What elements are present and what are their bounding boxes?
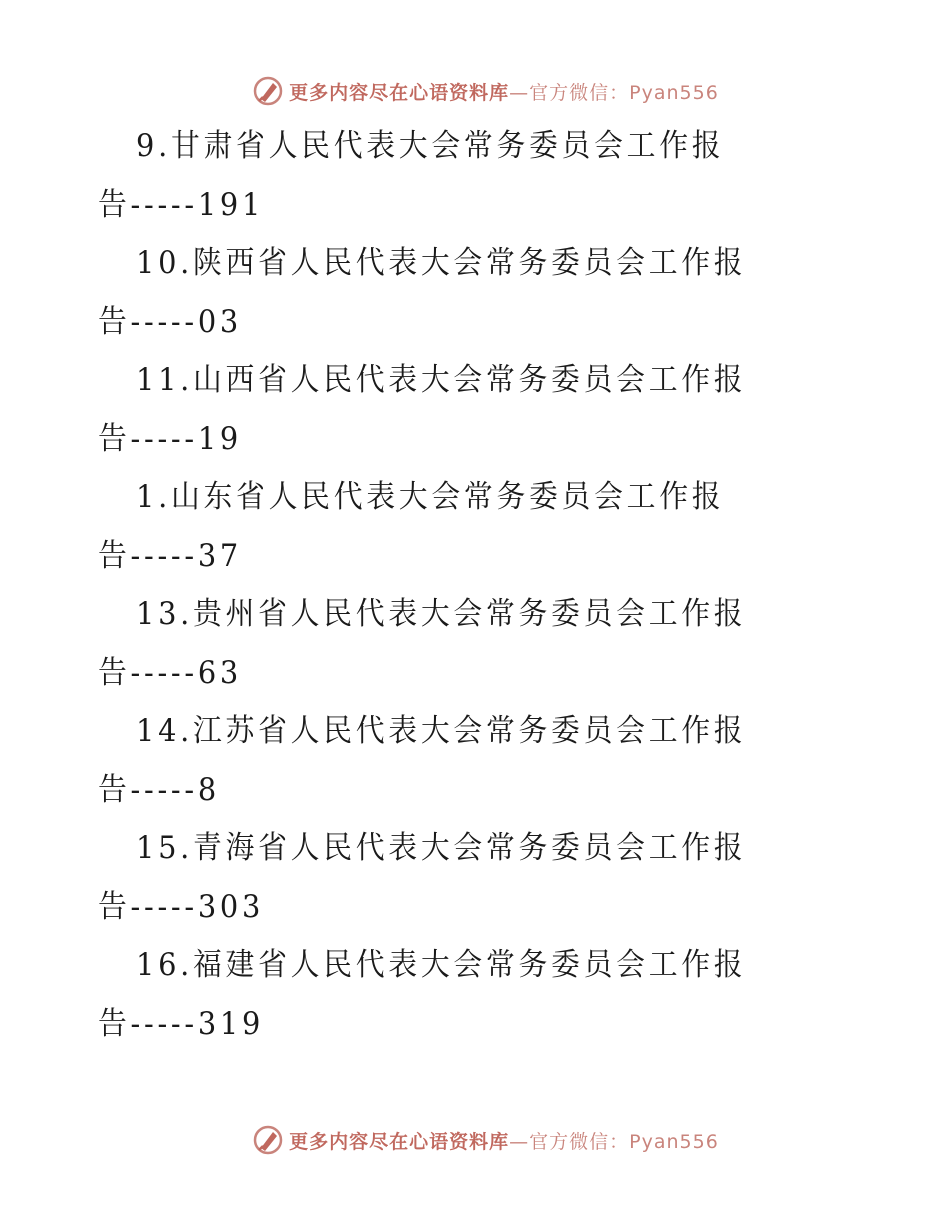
entry-title: 14.江苏省人民代表大会常务委员会工作报 bbox=[136, 713, 747, 749]
watermark-text: 更多内容尽在心语资料库—官方微信：Pyan556 bbox=[289, 1130, 719, 1153]
pen-nib-icon bbox=[251, 74, 285, 108]
entry-continuation: 告-----37 bbox=[98, 538, 242, 574]
entry-continuation: 告-----03 bbox=[98, 304, 242, 340]
entry-title: 9.甘肃省人民代表大会常务委员会工作报 bbox=[136, 128, 725, 164]
entry-continuation: 告-----319 bbox=[98, 1006, 265, 1042]
entry-title: 1.山东省人民代表大会常务委员会工作报 bbox=[136, 479, 725, 515]
watermark-group bbox=[251, 1123, 719, 1157]
entry-continuation: 告-----19 bbox=[98, 421, 242, 457]
entry-title: 11.山西省人民代表大会常务委员会工作报 bbox=[136, 362, 747, 398]
entry-title: 16.福建省人民代表大会常务委员会工作报 bbox=[136, 947, 747, 983]
entry-continuation: 告-----191 bbox=[98, 187, 265, 223]
watermark-group bbox=[251, 74, 719, 108]
footer-watermark bbox=[0, 1120, 950, 1160]
entry-continuation: 告-----303 bbox=[98, 889, 265, 925]
pen-nib-icon bbox=[251, 1123, 285, 1157]
watermark-text: 更多内容尽在心语资料库—官方微信：Pyan556 bbox=[289, 81, 719, 104]
entry-title: 10.陕西省人民代表大会常务委员会工作报 bbox=[136, 245, 747, 281]
header-watermark bbox=[0, 71, 950, 111]
entry-title: 15.青海省人民代表大会常务委员会工作报 bbox=[136, 830, 747, 866]
entry-continuation: 告-----63 bbox=[98, 655, 242, 691]
entry-title: 13.贵州省人民代表大会常务委员会工作报 bbox=[136, 596, 747, 632]
entry-continuation: 告-----8 bbox=[98, 772, 220, 808]
